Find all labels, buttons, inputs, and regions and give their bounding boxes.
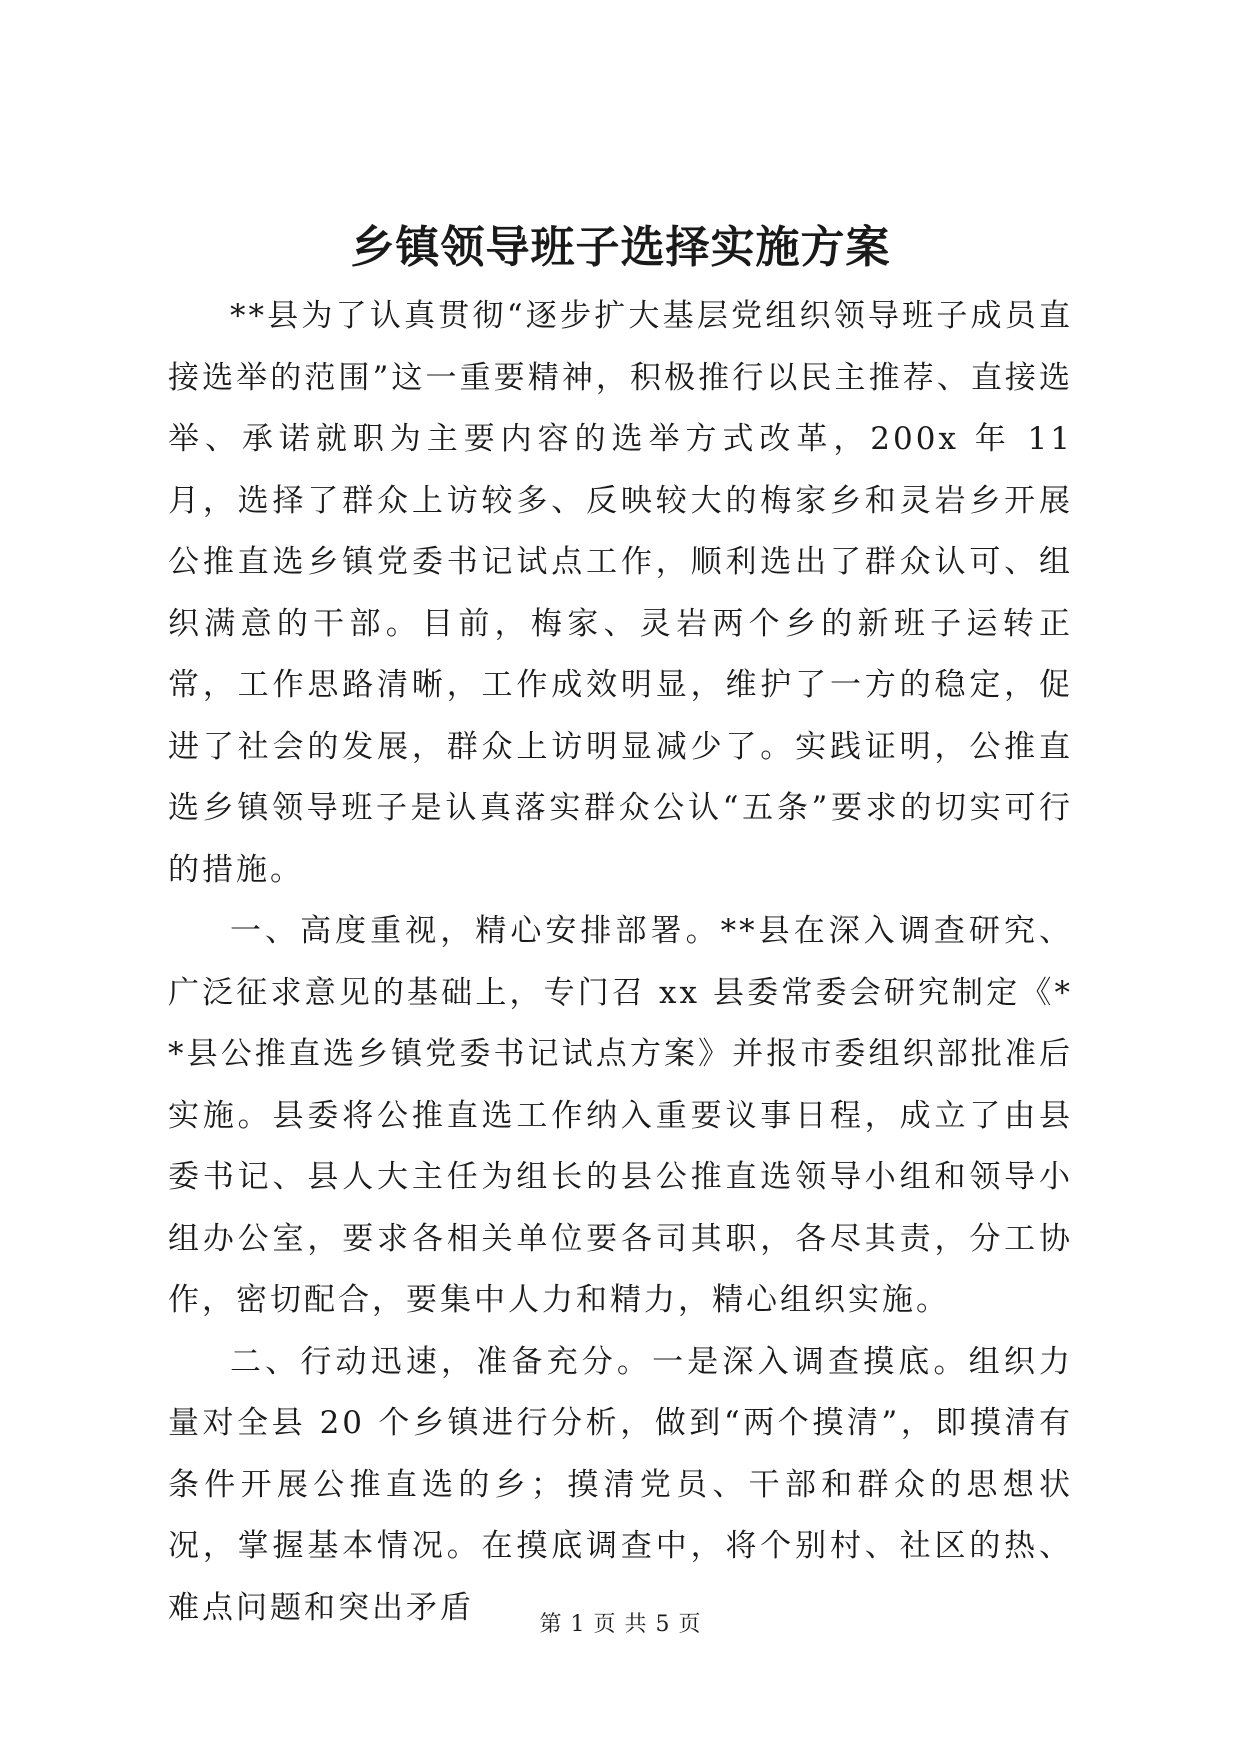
page-number-footer: 第 1 页 共 5 页 <box>539 1612 702 1637</box>
document-title: 乡镇领导班子选择实施方案 <box>350 222 891 273</box>
document-body <box>168 286 1073 1639</box>
paragraph-section-2: 二、行动迅速，准备充分。一是深入调查摸底。组织力量对全县 20 个乡镇进行分析，做到“两个摸清”，即摸清有条件开展公推直选的乡；摸清党员、干部和群众的思想状况，掌握基本情况。在摸底调查中，将个别村、社区的热、难点问题和突出矛盾 <box>168 1343 1073 1626</box>
paragraph-section-1: 一、高度重视，精心安排部署。**县在深入调查研究、广泛征求意见的基础上，专门召 xx 县委常委会研究制定《**县公推直选乡镇党委书记试点方案》并报市委组织部批准后实施。县委将公推直选工作纳入重要议事日程，成立了由县委书记、县人大主任为组长的县公推直选领导小组和领导小组办公室，要求各相关单位要各司其职，各尽其责，分工协作，密切配合，要集中人力和精力，精心组织实施。 <box>168 913 1073 1318</box>
paragraph-intro: **县为了认真贯彻“逐步扩大基层党组织领导班子成员直接选举的范围”这一重要精神，积极推行以民主推荐、直接选举、承诺就职为主要内容的选举方式改革，200x 年 11 月，选择了群众上访较多、反映较大的梅家乡和灵岩乡开展公推直选乡镇党委书记试点工作，顺利选出了群众认可、组织满意的干部。目前，梅家、灵岩两个乡的新班子运转正常，工作思路清晰，工作成效明显，维护了一方的稳定，促进了社会的发展，群众上访明显减少了。实践证明，公推直选乡镇领导班子是认真落实群众公认“五条”要求的切实可行的措施。 <box>168 298 1073 888</box>
